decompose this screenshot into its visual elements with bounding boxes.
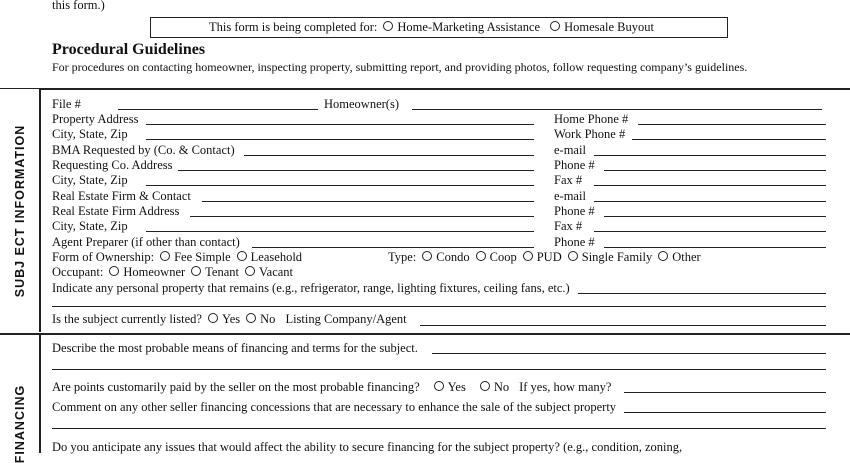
top-note: this form.)	[52, 0, 105, 12]
fee-simple-radio[interactable]	[160, 251, 170, 261]
email-1-label: e-mail	[554, 143, 586, 157]
listed-yes-radio[interactable]	[208, 313, 218, 323]
guidelines-text: For procedures on contacting homeowner, inspecting property, submitting report, and providing photos, follow requesting company’s guidelines.	[52, 60, 748, 74]
completing-for-box	[150, 17, 728, 38]
type-row	[388, 250, 701, 265]
financing-describe-label: Describe the most probable means of financing and terms for the subject.	[52, 341, 418, 355]
section-divider	[0, 333, 850, 335]
financing-sidebar	[0, 335, 41, 463]
listed-question: Is the subject currently listed?	[52, 312, 202, 326]
listed-yes-label: Yes	[221, 312, 241, 326]
city-state-zip-2-field[interactable]	[146, 185, 534, 186]
how-many-label: If yes, how many?	[519, 380, 612, 394]
requesting-address-field[interactable]	[178, 170, 534, 171]
listed-no-label: No	[260, 312, 276, 326]
fax-2-label: Fax #	[554, 219, 583, 233]
vacant-radio[interactable]	[245, 266, 255, 276]
homeowners-field[interactable]	[412, 109, 822, 110]
occupant-row	[52, 265, 293, 280]
leasehold-label: Leasehold	[250, 250, 303, 264]
property-address-label: Property Address	[52, 112, 139, 126]
home-marketing-label: Home-Marketing Assistance	[397, 20, 541, 34]
points-no-radio[interactable]	[480, 381, 490, 391]
condo-radio[interactable]	[422, 251, 432, 261]
agent-preparer-label: Agent Preparer (if other than contact)	[52, 235, 240, 249]
homeowner-radio[interactable]	[109, 266, 119, 276]
financing-describe-field[interactable]	[432, 353, 826, 354]
home-marketing-radio[interactable]	[383, 21, 393, 31]
points-yes-label: Yes	[447, 380, 466, 394]
type-label: Type:	[388, 250, 417, 264]
tenant-radio[interactable]	[191, 266, 201, 276]
single-family-radio[interactable]	[568, 251, 578, 261]
vacant-label: Vacant	[259, 265, 294, 279]
coop-radio[interactable]	[476, 251, 486, 261]
personal-property-field-2[interactable]	[52, 306, 826, 307]
work-phone-field[interactable]	[632, 139, 826, 140]
pud-label: PUD	[536, 250, 562, 264]
file-label: File #	[52, 97, 81, 111]
bma-label: BMA Requested by (Co. & Contact)	[52, 143, 235, 157]
occupant-label: Occupant:	[52, 265, 104, 279]
fax-1-field[interactable]	[594, 185, 826, 186]
work-phone-label: Work Phone #	[554, 127, 626, 141]
points-question: Are points customarily paid by the seller on the most probable financing?	[52, 380, 420, 394]
phone-2-field[interactable]	[604, 216, 826, 217]
concessions-field-2[interactable]	[52, 428, 826, 429]
homeowner-label: Homeowner	[123, 265, 186, 279]
concessions-field[interactable]	[624, 412, 826, 413]
financing-sidebar-label: FINANCING	[12, 384, 27, 463]
homeowners-label: Homeowner(s)	[324, 97, 399, 111]
subject-sidebar	[0, 89, 41, 332]
points-yes-radio[interactable]	[434, 381, 444, 391]
ownership-label: Form of Ownership:	[52, 250, 155, 264]
tenant-label: Tenant	[205, 265, 240, 279]
fax-2-field[interactable]	[594, 231, 826, 232]
financing-describe-field-2[interactable]	[52, 369, 826, 370]
other-label: Other	[672, 250, 701, 264]
homesale-buyout-radio[interactable]	[550, 21, 560, 31]
city-state-zip-3-field[interactable]	[146, 231, 534, 232]
listed-no-radio[interactable]	[246, 313, 256, 323]
phone-2-label: Phone #	[554, 204, 595, 218]
city-state-zip-3-label: City, State, Zip	[52, 219, 128, 233]
fee-simple-label: Fee Simple	[174, 250, 231, 264]
re-firm-contact-field[interactable]	[202, 201, 534, 202]
completing-for-prefix: This form is being completed for:	[209, 20, 378, 34]
guidelines-title: Procedural Guidelines	[52, 41, 206, 58]
home-phone-field[interactable]	[638, 124, 826, 125]
bma-field[interactable]	[244, 155, 534, 156]
city-state-zip-2-label: City, State, Zip	[52, 173, 128, 187]
city-state-zip-1-field[interactable]	[146, 139, 534, 140]
subject-sidebar-label: SUBJ ECT INFORMATION	[12, 124, 27, 297]
email-2-field[interactable]	[594, 201, 826, 202]
concessions-label: Comment on any other seller financing concessions that are necessary to enhance the sale of the subject property	[52, 400, 617, 414]
pud-radio[interactable]	[523, 251, 533, 261]
listing-agent-label: Listing Company/Agent	[285, 312, 407, 326]
re-firm-address-label: Real Estate Firm Address	[52, 204, 180, 218]
home-phone-label: Home Phone #	[554, 112, 629, 126]
listed-row	[52, 312, 407, 327]
re-firm-address-field[interactable]	[190, 216, 534, 217]
file-field[interactable]	[118, 109, 318, 110]
other-radio[interactable]	[658, 251, 668, 261]
single-family-label: Single Family	[581, 250, 653, 264]
section-top-border	[0, 88, 850, 90]
phone-1-label: Phone #	[554, 158, 595, 172]
fax-1-label: Fax #	[554, 173, 583, 187]
ownership-row	[52, 250, 302, 265]
phone-3-field[interactable]	[604, 247, 826, 248]
coop-label: Coop	[489, 250, 517, 264]
agent-preparer-field[interactable]	[252, 247, 534, 248]
email-1-field[interactable]	[594, 155, 826, 156]
homesale-buyout-label: Homesale Buyout	[564, 20, 654, 34]
phone-3-label: Phone #	[554, 235, 595, 249]
requesting-address-label: Requesting Co. Address	[52, 158, 173, 172]
property-address-field[interactable]	[146, 124, 534, 125]
points-no-label: No	[493, 380, 510, 394]
phone-1-field[interactable]	[604, 170, 826, 171]
email-2-label: e-mail	[554, 189, 586, 203]
completing-for-row	[209, 20, 654, 35]
listing-agent-field[interactable]	[420, 325, 826, 326]
personal-property-field[interactable]	[578, 293, 826, 294]
condo-label: Condo	[436, 250, 470, 264]
anticipate-label: Do you anticipate any issues that would affect the ability to secure financing for the subject property? (e.g., condition, zoning,	[52, 440, 683, 454]
personal-property-label: Indicate any personal property that remains (e.g., refrigerator, range, lighting fixtures, ceiling fans, etc.)	[52, 281, 570, 295]
leasehold-radio[interactable]	[237, 251, 247, 261]
how-many-field[interactable]	[624, 392, 826, 393]
points-row	[52, 380, 611, 395]
city-state-zip-1-label: City, State, Zip	[52, 127, 128, 141]
re-firm-contact-label: Real Estate Firm & Contact	[52, 189, 191, 203]
